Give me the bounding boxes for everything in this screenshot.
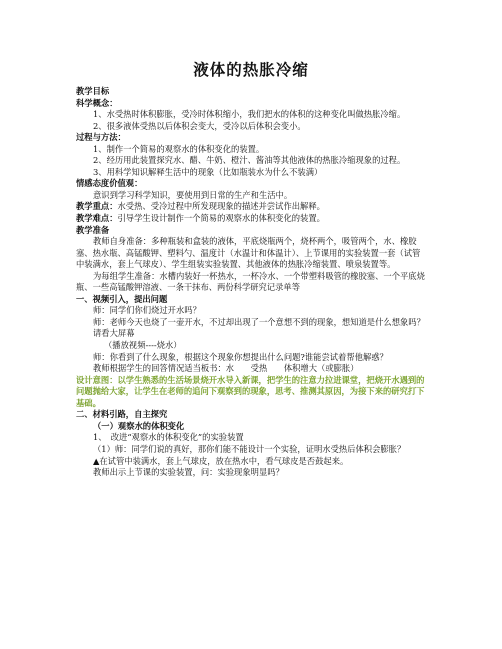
paragraph-text: 引导学生设计制作一个简易的观察水的体积变化的装置。 (117, 213, 325, 224)
section-heading: 科学概念： (76, 97, 118, 108)
paragraph-label: 教学难点： (76, 213, 118, 224)
paragraph: （1）师：同学们说的真好，那你们能不能设计一个实验，证明水受热后体积会膨胀？ (93, 443, 406, 454)
section-heading: 情感态度价值观： (76, 178, 143, 189)
paragraph: 教师根据学生的回答情况适当板书：水 受热 体积增大（或膨胀） (93, 363, 359, 374)
paragraph: 1、制作一个简易的观察水的体积变化的装置。 (93, 143, 265, 154)
paragraph: 师：你看到了什么现象，根据这个现象你想提出什么问题?谁能尝试着帮他解惑？ (93, 351, 388, 362)
design-intent-note: 设计意图：以学生熟悉的生活场景烧开水导入新课，把学生的注意力拉进课堂，把烧开水遇到的问题抛给大家，让学生在老师的追问下观察到的现象，思考、推测其原因，为接下来的研究打下基础。 (76, 374, 425, 408)
section-heading: 一、视频引入，提出问题 (76, 293, 168, 304)
paragraph: 师：老师今天也烧了一壶开水，不过却出现了一个意想不到的现象，想知道是什么想象吗？请看大屏幕 (93, 316, 425, 339)
paragraph: 教师出示上节课的实验装置，问：实验现象明显吗？ (93, 467, 284, 478)
labeled-paragraph (76, 213, 426, 225)
paragraph: ▲在试管中装满水，套上气球皮，放在热水中，看气球皮是否鼓起来。 (93, 455, 349, 466)
section-heading: 二、材料引路，自主探究 (76, 409, 168, 420)
paragraph-text: 水受热、受冷过程中所发现现象的描述并尝试作出解释。 (117, 201, 325, 212)
paragraph-label: 教学重点： (76, 201, 118, 212)
document-body (76, 86, 426, 479)
paragraph: 意识到学习科学知识，要使用到日常的生产和生活中。 (93, 189, 293, 200)
section-heading: 教学准备 (76, 224, 110, 235)
page-title: 液体的热胀冷缩 (193, 61, 309, 79)
paragraph: 3、用科学知识解释生活中的现象（比如瓶装水为什么不装满） (93, 166, 323, 177)
paragraph: 1、 改进“观察水的体积变化”的实验装置 (93, 432, 244, 443)
paragraph: 2、很多液体受热以后体积会变大，受冷以后体积会变小。 (93, 120, 306, 131)
section-heading: （一）观察水的体积变化 (93, 420, 185, 431)
paragraph: 1、水受热时体积膨胀，受冷时体积缩小，我们把水的体积的这种变化叫做热胀冷缩。 (93, 109, 406, 120)
paragraph: 为每组学生准备：水槽内装好一杯热水，一杯冷水、一个带塑料吸管的橡胶塞、一个平底烧瓶、一些高锰酸钾溶液、一条干抹布、两份科学研究记录单等 (76, 270, 425, 293)
paragraph: 教师自身准备：多种瓶装和盒装的液体，平底烧瓶两个，烧杯两个，吸管两个，水、橡胶塞、热水瓶、高锰酸钾、塑料勺、温度计（水温计和体温计）、上节课用的实验装置一套（试管中装满水，套上气球皮）、学生组装实验装置、其他液体的热胀冷缩装置、喷泉装置等。 (76, 236, 421, 270)
labeled-paragraph (76, 201, 426, 213)
section-heading: 教学目标 (76, 86, 110, 96)
paragraph: （播放视频----烧水） (104, 340, 182, 351)
paragraph: 师：同学们你们烧过开水吗？ (93, 305, 201, 316)
paragraph: 2、经历用此装置探究水、醋、牛奶、橙汁、酱油等其他液体的热胀冷缩现象的过程。 (93, 155, 406, 166)
section-heading: 过程与方法： (76, 132, 126, 143)
